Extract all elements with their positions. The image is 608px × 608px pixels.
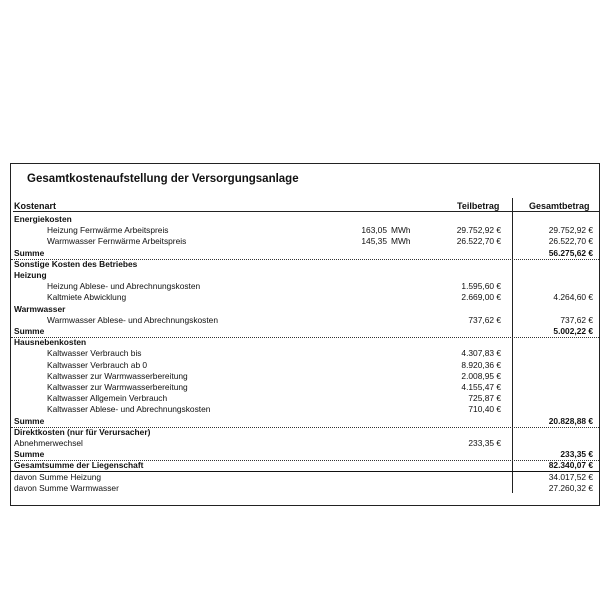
- table-row: [11, 281, 599, 292]
- row-teilbetrag: 710,40 €: [468, 404, 501, 415]
- table-row: [11, 259, 599, 270]
- table-row: [11, 427, 599, 438]
- row-label: Heizung Ablese- und Abrechnungskosten: [47, 281, 201, 292]
- table-row: [11, 360, 599, 371]
- row-unit: MWh: [391, 236, 411, 247]
- table-row: [11, 438, 599, 449]
- row-label: Hausnebenkosten: [14, 337, 87, 348]
- column-header-kostenart: Kostenart: [14, 201, 57, 211]
- table-row: [11, 225, 599, 236]
- row-gesamtbetrag: 737,62 €: [560, 314, 593, 325]
- row-label: Summe: [14, 415, 45, 426]
- row-label: Warmwasser Ablese- und Abrechnungskosten: [47, 314, 218, 325]
- row-label: Gesamtsumme der Liegenschaft: [14, 460, 144, 471]
- row-quantity: 145,35: [361, 236, 387, 247]
- table-row: [11, 348, 599, 359]
- row-label: Warmwasser: [14, 303, 66, 314]
- cost-sheet: [10, 163, 600, 506]
- row-label: Summe: [14, 247, 45, 258]
- row-label: Kaltmiete Abwicklung: [47, 292, 127, 303]
- table-row: [11, 382, 599, 393]
- row-gesamtbetrag: 29.752,92 €: [548, 225, 593, 236]
- row-label: Summe: [14, 326, 45, 336]
- table-row: [11, 315, 599, 326]
- row-teilbetrag: 2.669,00 €: [461, 292, 501, 303]
- row-gesamtbetrag: 5.002,22 €: [553, 326, 593, 336]
- row-label: Kaltwasser Ablese- und Abrechnungskosten: [47, 404, 211, 415]
- column-header-teilbetrag: Teilbetrag: [457, 201, 500, 211]
- table-row: [11, 236, 599, 247]
- row-gesamtbetrag: 27.260,32 €: [548, 482, 593, 493]
- row-gesamtbetrag: 56.275,62 €: [548, 247, 593, 258]
- row-label: Kaltwasser Verbrauch ab 0: [47, 359, 148, 370]
- row-gesamtbetrag: 4.264,60 €: [553, 292, 593, 303]
- row-teilbetrag: 8.920,36 €: [461, 359, 501, 370]
- row-label: Abnehmerwechsel: [14, 438, 83, 448]
- table-row: [11, 270, 599, 281]
- row-label: Heizung: [14, 270, 47, 280]
- row-label: Kaltwasser zur Warmwasserbereitung: [47, 370, 188, 381]
- table-row: [11, 292, 599, 303]
- table-row: [11, 214, 599, 225]
- table-row: [11, 483, 599, 494]
- table-row: [11, 248, 599, 260]
- row-label: Heizung Fernwärme Arbeitspreis: [47, 225, 169, 236]
- row-label: Direktkosten (nur für Verursacher): [14, 426, 151, 437]
- row-label: Kaltwasser Allgemein Verbrauch: [47, 393, 168, 404]
- table-row: [11, 416, 599, 428]
- table-row: [11, 371, 599, 382]
- table-row: [11, 337, 599, 348]
- row-label: Kaltwasser Verbrauch bis: [47, 348, 142, 359]
- page-title: Gesamtkostenaufstellung der Versorgungsanlage: [27, 173, 299, 185]
- row-label: davon Summe Warmwasser: [14, 482, 119, 493]
- table-row: [11, 472, 599, 483]
- table-row: [11, 404, 599, 415]
- row-gesamtbetrag: 82.340,07 €: [548, 460, 593, 471]
- row-label: davon Summe Heizung: [14, 471, 102, 482]
- row-teilbetrag: 4.307,83 €: [461, 348, 501, 359]
- row-gesamtbetrag: 233,35 €: [560, 449, 593, 460]
- row-teilbetrag: 737,62 €: [468, 314, 501, 325]
- row-teilbetrag: 725,87 €: [468, 393, 501, 404]
- row-gesamtbetrag: 20.828,88 €: [548, 415, 593, 426]
- row-quantity: 163,05: [361, 225, 387, 236]
- table-row: [11, 304, 599, 315]
- row-teilbetrag: 2.008,95 €: [461, 370, 501, 381]
- row-label: Kaltwasser zur Warmwasserbereitung: [47, 382, 188, 392]
- row-label: Warmwasser Fernwärme Arbeitspreis: [47, 236, 187, 247]
- table-row: [11, 449, 599, 461]
- row-label: Energiekosten: [14, 214, 72, 224]
- row-gesamtbetrag: 34.017,52 €: [548, 471, 593, 482]
- row-label: Summe: [14, 449, 45, 460]
- row-teilbetrag: 4.155,47 €: [461, 382, 501, 392]
- row-teilbetrag: 1.595,60 €: [461, 281, 501, 292]
- table-row: [11, 326, 599, 338]
- table-row: [11, 460, 599, 472]
- row-teilbetrag: 26.522,70 €: [456, 236, 501, 247]
- row-gesamtbetrag: 26.522,70 €: [548, 236, 593, 247]
- row-teilbetrag: 233,35 €: [468, 438, 501, 448]
- row-teilbetrag: 29.752,92 €: [456, 225, 501, 236]
- row-label: Sonstige Kosten des Betriebes: [14, 258, 138, 269]
- table-row: [11, 393, 599, 404]
- column-header-gesamtbetrag: Gesamtbetrag: [529, 201, 590, 211]
- row-unit: MWh: [391, 225, 411, 236]
